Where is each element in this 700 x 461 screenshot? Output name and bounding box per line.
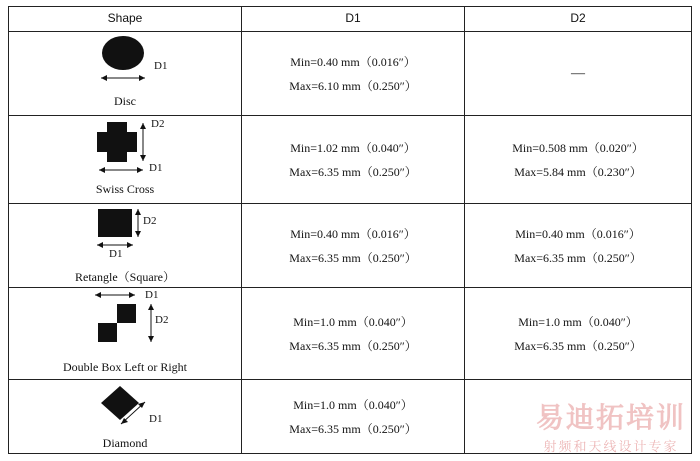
table-row-double-box (9, 287, 691, 379)
header-d2: D2 (570, 11, 586, 25)
d2-min: Min=0.508 mm（0.020″） (512, 140, 644, 155)
d1-min: Min=1.02 mm（0.040″） (290, 140, 416, 155)
shape-name: Swiss Cross (95, 182, 155, 196)
d1-cell (242, 204, 465, 287)
double-box-d1-label: D1 (145, 289, 159, 301)
square-d2-label: D2 (143, 215, 157, 227)
shape-name: Double Box Left or Right (63, 360, 187, 374)
aperture-shape-table (8, 6, 692, 454)
d2-min: Min=0.40 mm（0.016″） (515, 226, 641, 241)
d2-cell (465, 204, 691, 287)
d1-cell (242, 116, 465, 203)
disc-shape-icon (89, 36, 199, 84)
diamond-d1-label: D1 (149, 413, 163, 425)
d1-max: Max=6.35 mm（0.250″） (289, 164, 417, 179)
shape-cell (9, 380, 242, 453)
d1-min: Min=1.0 mm（0.040″） (293, 397, 413, 412)
disc-d1-label: D1 (154, 60, 168, 72)
d1-max: Max=6.10 mm（0.250″） (289, 78, 417, 93)
swiss-cross-d1-label: D1 (149, 162, 163, 174)
d2-max: Max=6.35 mm（0.250″） (514, 250, 642, 265)
d2-cell (465, 288, 691, 379)
d1-min: Min=0.40 mm（0.016″） (290, 226, 416, 241)
header-d1: D1 (242, 7, 465, 31)
shape-name: Disc (114, 94, 136, 108)
d2-cell (465, 32, 691, 115)
d2-min: Min=1.0 mm（0.040″） (518, 314, 638, 329)
d1-max: Max=6.35 mm（0.250″） (289, 250, 417, 265)
d1-cell (242, 32, 465, 115)
d1-max: Max=6.35 mm（0.250″） (289, 338, 417, 353)
d1-min: Min=1.0 mm（0.040″） (293, 314, 413, 329)
header-shape: Shape (9, 7, 242, 31)
shape-name: Diamond (102, 436, 148, 450)
d1-max: Max=6.35 mm（0.250″） (289, 421, 417, 436)
d1-cell (242, 380, 465, 453)
d2-max: Max=5.84 mm（0.230″） (514, 164, 642, 179)
table-row-swiss-cross (9, 115, 691, 203)
square-shape-icon (91, 206, 171, 258)
shape-cell (9, 204, 242, 287)
d1-min: Min=0.40 mm（0.016″） (290, 54, 416, 69)
shape-cell (9, 32, 242, 115)
d2-max: Max=6.35 mm（0.250″） (514, 338, 642, 353)
table-row-disc (9, 31, 691, 115)
double-box-d2-label: D2 (155, 314, 169, 326)
d2-cell (465, 116, 691, 203)
swiss-cross-d2-label: D2 (151, 118, 165, 130)
square-d1-label: D1 (109, 248, 123, 260)
watermark-brand: 易迪拓培训 (535, 401, 686, 434)
header-row (9, 7, 691, 31)
watermark-slogan: 射频和天线设计专家 (543, 440, 679, 455)
shape-cell (9, 288, 242, 379)
shape-name: Retangle（Square） (75, 270, 175, 284)
d2-empty-dash: — (571, 65, 585, 81)
shape-cell (9, 116, 242, 203)
table-row-rectangle (9, 203, 691, 287)
watermark (536, 396, 686, 455)
d1-cell (242, 288, 465, 379)
